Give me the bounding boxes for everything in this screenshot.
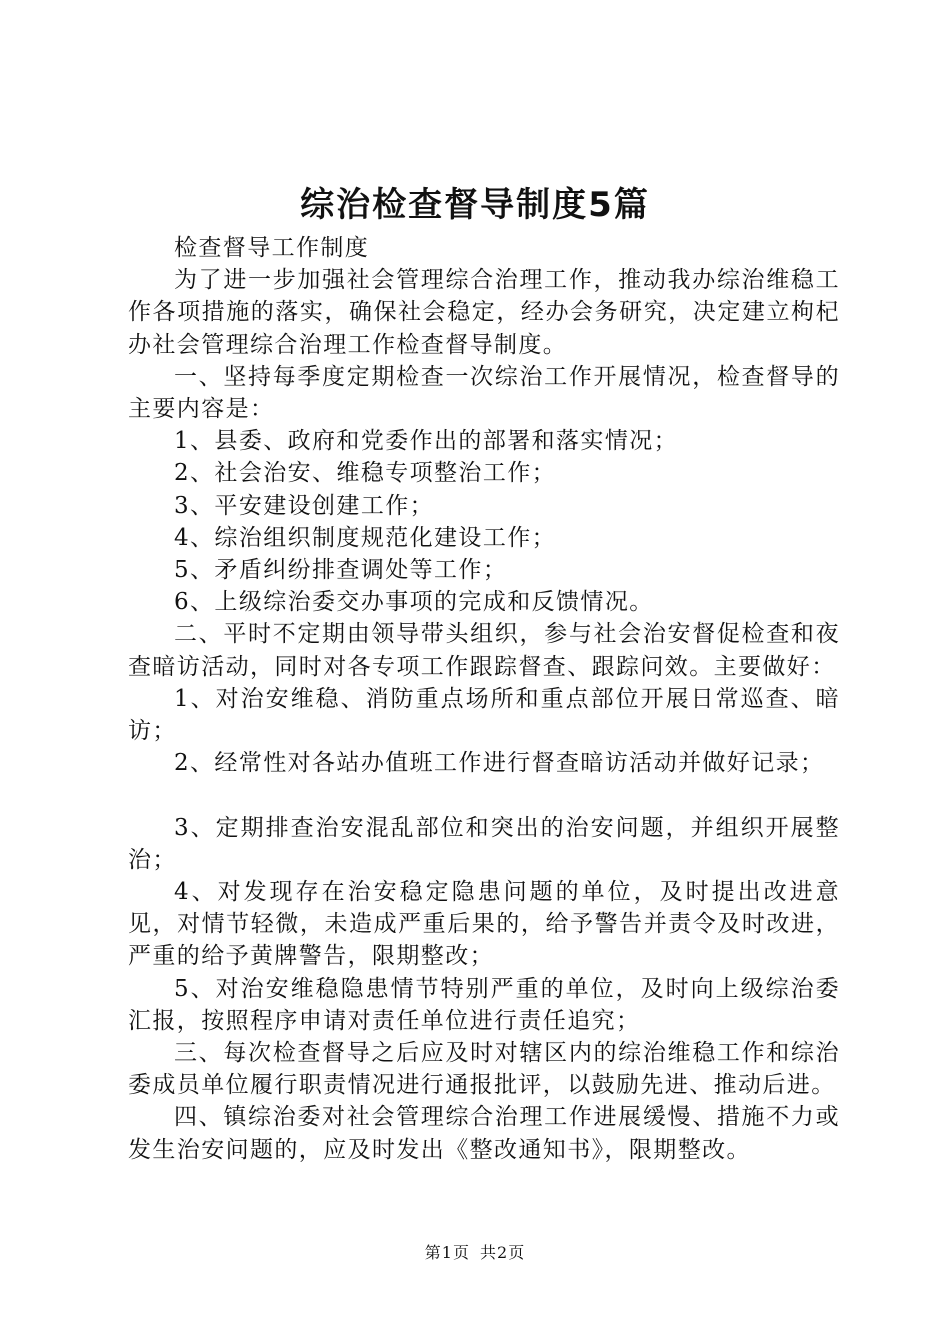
- paragraph: 三、每次检查督导之后应及时对辖区内的综治维稳工作和综治委成员单位履行职责情况进行通报批评，以鼓励先进、推动后进。: [128, 1040, 840, 1099]
- paragraph: 3、定期排查治安混乱部位和突出的治安问题，并组织开展整治；: [128, 814, 840, 873]
- paragraph: 检查督导工作制度: [174, 235, 370, 261]
- document-title: 综治检查督导制度5篇: [300, 185, 650, 225]
- page-footer: [0, 1242, 950, 1264]
- paragraph: 2、经常性对各站办值班工作进行督查暗访活动并做好记录；: [174, 750, 825, 777]
- paragraph: 6、上级综治委交办事项的完成和反馈情况。: [174, 589, 654, 616]
- paragraph: 4、综治组织制度规范化建设工作；: [174, 524, 557, 551]
- paragraph: 一、坚持每季度定期检查一次综治工作开展情况，检查督导的主要内容是：: [128, 363, 840, 423]
- paragraph: 1、县委、政府和党委作出的部署和落实情况；: [174, 428, 679, 455]
- document-body: [128, 232, 840, 1166]
- paragraph: 1、对治安维稳、消防重点场所和重点部位开展日常巡查、暗访；: [128, 685, 840, 745]
- paragraph: 5、对治安维稳隐患情节特别严重的单位，及时向上级综治委汇报，按照程序申请对责任单位进行责任追究；: [128, 975, 840, 1034]
- paragraph: 2、社会治安、维稳专项整治工作；: [174, 460, 557, 487]
- paragraph: 为了进一步加强社会管理综合治理工作，推动我办综治维稳工作各项措施的落实，确保社会稳定，经办会务研究，决定建立枸杞办社会管理综合治理工作检查督导制度。: [128, 267, 840, 358]
- paragraph: 二、平时不定期由领导带头组织，参与社会治安督促检查和夜查暗访活动，同时对各专项工作跟踪督查、跟踪问效。主要做好：: [128, 621, 840, 680]
- blank-line: [128, 779, 840, 811]
- paragraph: 5、矛盾纠纷排查调处等工作；: [174, 557, 508, 584]
- page-total: 共2页: [480, 1243, 526, 1262]
- paragraph: 四、镇综治委对社会管理综合治理工作进展缓慢、措施不力或发生治安问题的，应及时发出《整改通知书》，限期整改。: [128, 1104, 840, 1163]
- paragraph: 4、对发现存在治安稳定隐患问题的单位，及时提出改进意见，对情节轻微，未造成严重后果的，给予警告并责令及时改进，严重的给予黄牌警告，限期整改；: [128, 879, 840, 970]
- paragraph: 3、平安建设创建工作；: [174, 492, 435, 519]
- page-number: 第1页: [424, 1243, 470, 1262]
